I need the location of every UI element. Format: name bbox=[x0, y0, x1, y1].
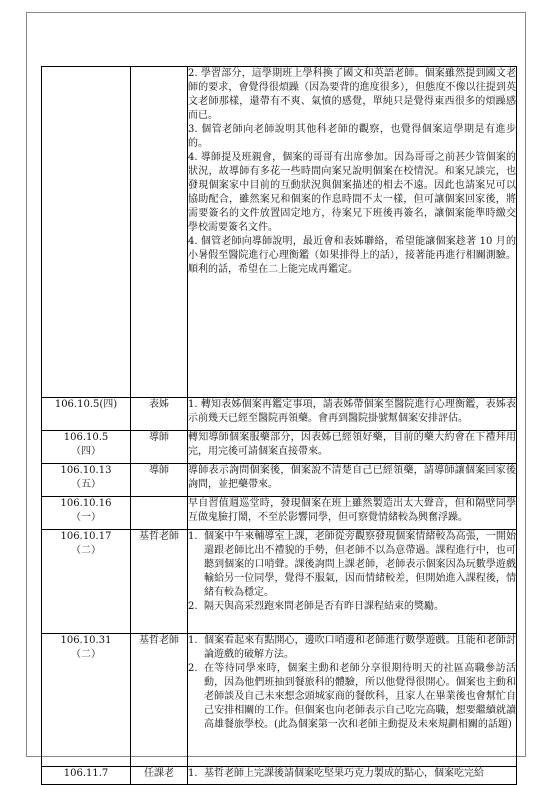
record-cell bbox=[188, 431, 517, 464]
record-cell bbox=[188, 464, 517, 497]
item-text: 基哲老師上完課後請個案吃堅果巧克力製成的點心，個案吃完給 bbox=[204, 768, 484, 779]
list-item bbox=[188, 600, 516, 614]
record-paragraph: 導師表示詢問個案後，個案說不清楚自己已經領藥，請導師讓個案回家後詢問，並把藥帶來。 bbox=[188, 465, 516, 490]
list-item bbox=[188, 767, 516, 781]
record-list bbox=[188, 530, 516, 614]
date-text: 106.10.17 bbox=[60, 531, 112, 542]
date-cell bbox=[42, 497, 131, 530]
record-paragraph: 2. 學習部分，這學期班上學科換了國文和英語老師。個案雖然提到國文老師的要求，會覺得很煩躁（因為要背的進度很多），但態度不像以往提到英文老師那樣，還帶有不爽、氣憤的感覺，單純只是覺得東西很多的煩躁感而已。 bbox=[188, 68, 516, 121]
record-paragraph: 1. 轉知表姊個案再鑑定事項，請表姊帶個案至醫院進行心理衡鑑，表姊表示前幾天已經至醫院再領藥。會再到醫院掛號幫個案安排評估。 bbox=[188, 399, 516, 424]
date-text: 106.10.13 bbox=[60, 465, 112, 476]
date-cell bbox=[42, 431, 131, 464]
record-cell bbox=[188, 398, 517, 431]
contact-cell: 任課老 bbox=[131, 767, 188, 785]
counseling-record-table bbox=[41, 66, 517, 785]
record-paragraph: 3. 個管老師向老師說明其他科老師的觀察，也覺得個案這學期是有進步的。 bbox=[188, 124, 516, 149]
list-item bbox=[188, 662, 516, 732]
record-list bbox=[188, 634, 516, 732]
item-number: 1. bbox=[188, 531, 198, 542]
date-cell bbox=[42, 67, 131, 398]
table-row bbox=[42, 530, 517, 634]
record-cell bbox=[188, 634, 517, 767]
weekday-text: （二） bbox=[71, 649, 101, 660]
item-number: 1. bbox=[188, 768, 198, 779]
table-row bbox=[42, 431, 517, 464]
contact-cell: 表姊 bbox=[131, 398, 188, 431]
weekday-text: （五） bbox=[71, 479, 101, 490]
weekday-text: （四） bbox=[71, 446, 101, 457]
contact-cell: 基哲老師 bbox=[131, 634, 188, 767]
table-row bbox=[42, 767, 517, 785]
date-text: 106.11.7 bbox=[63, 768, 109, 779]
list-item bbox=[188, 530, 516, 600]
item-number: 2. bbox=[188, 663, 198, 674]
date-cell bbox=[42, 398, 131, 431]
weekday-text: （一） bbox=[71, 512, 101, 523]
item-text: 在等待同學來時，個案主動和老師分享很期待明天的社區高職參訪活動，因為他們班抽到餐旅科的體驗，所以他覺得很開心。個案也主動和老師談及自己未來想念頭城家商的餐飲科，且家人在畢業後也會幫忙自己安排相關的工作。但個案也向老師表示自己吃完高職，想要繼續就讀高雄餐旅學校。(此為個案第一次和老師主動提及未來規劃相關的話題) bbox=[204, 663, 516, 730]
date-cell bbox=[42, 464, 131, 497]
date-text: 106.10.5 bbox=[63, 432, 109, 443]
record-cell bbox=[188, 497, 517, 530]
item-text: 隔天與高采烈跑來問老師是否有昨日課程結束的獎勵。 bbox=[204, 601, 444, 612]
date-text: 106.10.16 bbox=[60, 498, 112, 509]
record-paragraph: 轉知導師個案服藥部分，因表姊已經領好藥，目前的藥大約會在下禮拜用完，用完後可請個案直接帶來。 bbox=[188, 432, 516, 457]
table-row bbox=[42, 398, 517, 431]
record-paragraph: 早自習值週巡堂時，發現個案在班上雖然製造出太大聲音，但和隔壁同學互做鬼臉打鬧，不至於影響同學，但可察覺情緒較為興奮浮躁。 bbox=[188, 498, 516, 523]
contact-cell: 導師 bbox=[131, 464, 188, 497]
date-text: 106.10.5(四) bbox=[54, 399, 118, 410]
item-number: 2. bbox=[188, 601, 198, 612]
contact-cell: 基哲老師 bbox=[131, 530, 188, 634]
date-cell bbox=[42, 767, 131, 785]
date-cell bbox=[42, 530, 131, 634]
table-row bbox=[42, 67, 517, 398]
weekday-text: （二） bbox=[71, 545, 101, 556]
record-cell bbox=[188, 67, 517, 398]
record-list bbox=[188, 767, 516, 781]
item-number: 1. bbox=[188, 635, 198, 646]
item-text: 個案看起來有點開心，邊吹口哨邊和老師進行數學遊戲。且能和老師討論遊戲的破解方法。 bbox=[204, 635, 516, 660]
record-cell bbox=[188, 767, 517, 785]
table-row bbox=[42, 464, 517, 497]
table-row bbox=[42, 497, 517, 530]
contact-cell: 導師 bbox=[131, 431, 188, 464]
record-cell bbox=[188, 530, 517, 634]
date-cell bbox=[42, 634, 131, 767]
record-paragraph: 4. 導師提及班親會，個案的哥哥有出席參加。因為哥哥之前甚少管個案的狀況，故導師有多花一些時間向案兄說明個案在校情況。和案兄談完，也發現個案家中目前的互動狀況與個案描述的相去不遠。因此也請案兄可以協助配合，雖然案兄和個案的作息時間不太一樣，但可讓個案回家後，將需要簽名的文件放置固定地方，待案兄下班後再簽名，讓個案能準時繳交學校需要簽名文件。 bbox=[188, 152, 516, 233]
table-row bbox=[42, 634, 517, 767]
contact-cell bbox=[131, 67, 188, 398]
item-text: 個案中午來輔導室上課，老師從旁觀察發現個案情緒較為高張，一開始還跟老師比出不禮貌的手勢，但老師不以為意帶過。課程進行中，也可聽到個案的口哨聲。課後詢問上課老師，老師表示個案因為玩數學遊戲輸給另一位同學，覺得不服氣，因而情緒較差，但開始進入課程後，情緒有較為穩定。 bbox=[204, 531, 516, 598]
list-item bbox=[188, 634, 516, 662]
date-text: 106.10.31 bbox=[60, 635, 112, 646]
contact-cell bbox=[131, 497, 188, 530]
record-paragraph: 4. 個管老師向導師說明，最近會和表姊聯絡，希望能讓個案趁著 10 月的小暑假至醫院進行心理衡鑑（如果排得上的話），接著能再進行相關測驗。順利的話，希望在二上能完成再鑑定。 bbox=[188, 236, 516, 275]
